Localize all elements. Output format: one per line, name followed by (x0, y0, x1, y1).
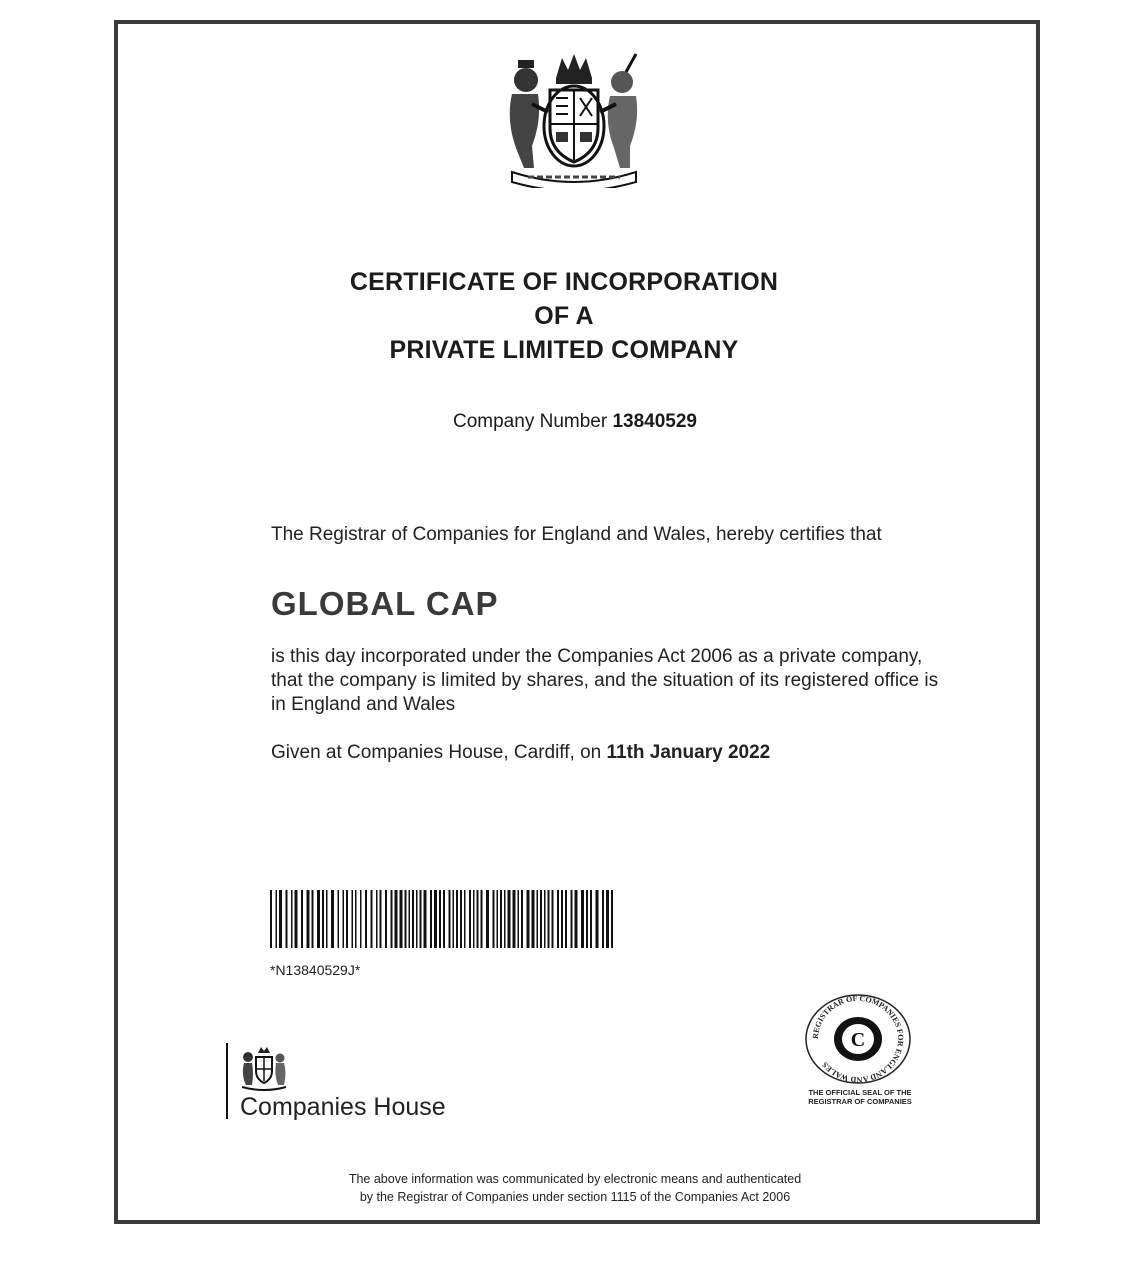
barcode-bar (439, 890, 441, 948)
barcode-bar (416, 890, 418, 948)
barcode-bar (590, 890, 592, 948)
registrar-statement: The Registrar of Companies for England and Wales, hereby certifies that (271, 524, 882, 545)
company-number-value: 13840529 (612, 411, 697, 432)
barcode-bar (307, 890, 310, 948)
barcode-bar (469, 890, 471, 948)
barcode-bar (355, 890, 357, 948)
royal-coat-of-arms-icon (498, 50, 650, 188)
barcode-bar (395, 890, 398, 948)
barcode-bar (460, 890, 462, 948)
barcode-bar (276, 890, 278, 948)
barcode-bar (434, 890, 437, 948)
barcode-bar (352, 890, 354, 948)
given-at-label: Given at Companies House, Cardiff, on (271, 742, 602, 763)
barcode-bar (537, 890, 539, 948)
barcode-bar (449, 890, 451, 948)
barcode-bar (420, 890, 422, 948)
svg-text:REGISTRAR OF COMPANIES FOR ENG: REGISTRAR OF COMPANIES FOR ENGLAND AND WALES (810, 993, 906, 1085)
barcode-bar (497, 890, 499, 948)
barcode-bar (508, 890, 511, 948)
barcode-bar (602, 890, 604, 948)
barcode-bar (443, 890, 445, 948)
barcode-bar (430, 890, 432, 948)
barcode-bar (513, 890, 516, 948)
barcode-bar (385, 890, 387, 948)
barcode-bar (376, 890, 378, 948)
barcode-bar (464, 890, 466, 948)
barcode-bar (301, 890, 303, 948)
barcode-bar (500, 890, 502, 948)
barcode-bar (270, 890, 272, 948)
barcode-bar (611, 890, 613, 948)
barcode-bar (561, 890, 563, 948)
barcode-bar (371, 890, 373, 948)
certificate-title-of-a: OF A (534, 302, 594, 330)
barcode-bar (527, 890, 530, 948)
barcode-bar (279, 890, 282, 948)
barcode-bar (544, 890, 546, 948)
barcode-icon (270, 890, 614, 948)
barcode-bar (581, 890, 584, 948)
barcode-bar (565, 890, 567, 948)
barcode-bar (286, 890, 288, 948)
barcode-bar (400, 890, 403, 948)
barcode-bar (548, 890, 550, 948)
barcode-bar (405, 890, 407, 948)
barcode-bar (295, 890, 298, 948)
barcode-bar (521, 890, 523, 948)
certificate-title-company-type: PRIVATE LIMITED COMPANY (389, 336, 739, 364)
barcode-bar (343, 890, 345, 948)
barcode-bar (596, 890, 599, 948)
barcode-bar (518, 890, 520, 948)
companies-house-label: Companies House (240, 1093, 446, 1121)
barcode-bar (412, 890, 414, 948)
barcode-bar (493, 890, 495, 948)
given-at-line (271, 741, 951, 765)
svg-text:C: C (850, 1029, 866, 1051)
barcode-bar (365, 890, 367, 948)
companies-house-crest-icon (238, 1045, 290, 1091)
barcode-bar (380, 890, 382, 948)
barcode-bar (557, 890, 559, 948)
barcode-bar (540, 890, 542, 948)
barcode-bar (360, 890, 362, 948)
seal-caption (780, 1088, 940, 1106)
barcode-bar (486, 890, 489, 948)
barcode-bar (424, 890, 427, 948)
barcode-bar (473, 890, 475, 948)
barcode-bar (532, 890, 535, 948)
company-name: GLOBAL CAP (271, 585, 499, 622)
company-number-label: Company Number (453, 411, 608, 432)
companies-house-logo (226, 1043, 486, 1123)
barcode-bar (453, 890, 455, 948)
barcode-bar (575, 890, 578, 948)
footer-line2: by the Registrar of Companies under section 1115 of the Companies Act 2006 (359, 1190, 791, 1204)
barcode-bar (571, 890, 573, 948)
barcode-bar (291, 890, 293, 948)
barcode-bar (504, 890, 506, 948)
barcode-bar (346, 890, 348, 948)
certificate-title: CERTIFICATE OF INCORPORATION (349, 268, 779, 296)
barcode-bar (481, 890, 483, 948)
barcode-bar (322, 890, 324, 948)
company-number-line (0, 411, 1128, 433)
barcode-bar (586, 890, 588, 948)
footer-line1: The above information was communicated by electronic means and authenticated (348, 1172, 802, 1186)
barcode-bar (477, 890, 479, 948)
barcode-bar (552, 890, 554, 948)
incorporation-statement: is this day incorporated under the Companies Act 2006 as a private company, that the company is limited by shares, and the situation of its registered office is in England and Wales (271, 646, 939, 715)
barcode-bar (338, 890, 340, 948)
barcode-bar (312, 890, 314, 948)
barcode-bar (409, 890, 411, 948)
barcode-bar (326, 890, 328, 948)
barcode-text: *N13840529J* (270, 962, 361, 978)
registrar-seal-icon (800, 993, 916, 1085)
seal-caption-line1: THE OFFICIAL SEAL OF THE (808, 1088, 912, 1097)
barcode-bar (331, 890, 334, 948)
barcode-bar (606, 890, 609, 948)
barcode-bar (391, 890, 393, 948)
barcode-bar (317, 890, 320, 948)
incorporation-date: 11th January 2022 (606, 742, 771, 763)
barcode-bar (456, 890, 458, 948)
logo-divider (226, 1043, 228, 1119)
seal-caption-line2: REGISTRAR OF COMPANIES (808, 1097, 912, 1106)
